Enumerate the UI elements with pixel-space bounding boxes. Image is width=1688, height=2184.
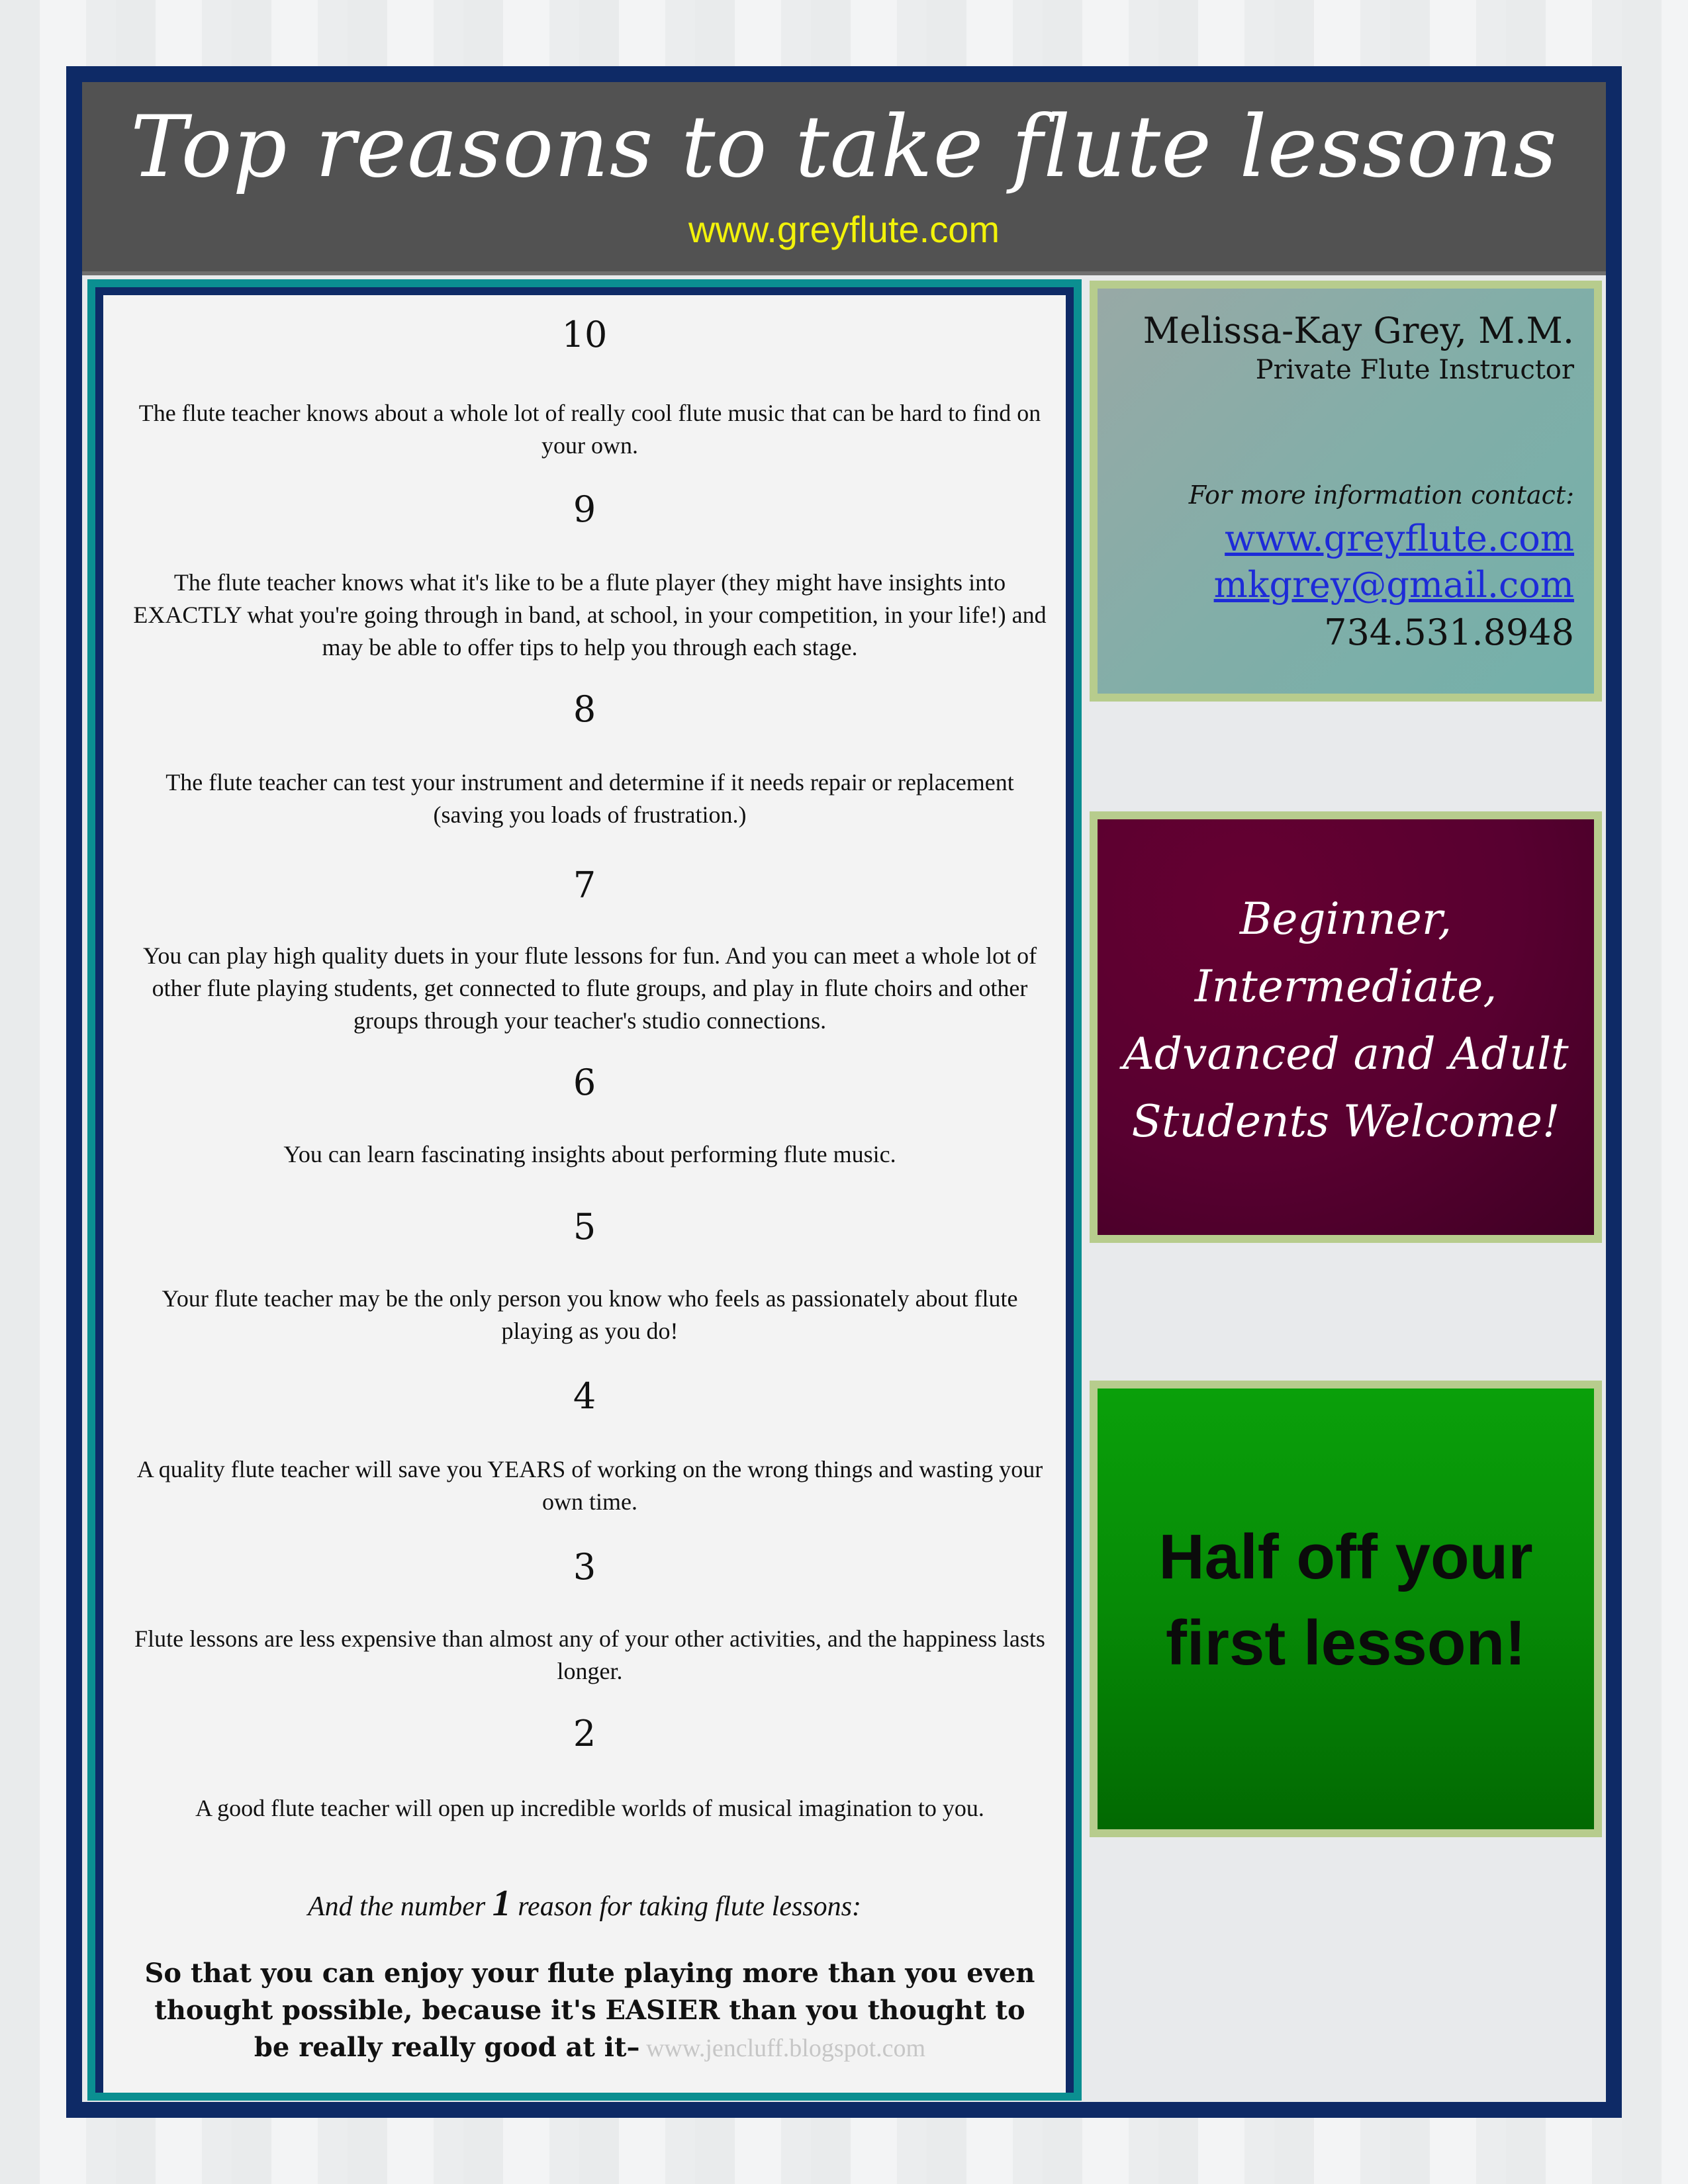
reason-number: 3	[573, 1546, 596, 1588]
reason-number: 4	[573, 1375, 596, 1417]
reason-number: 8	[573, 688, 596, 730]
email-link[interactable]: mkgrey@gmail.com	[1213, 564, 1574, 606]
reason-text: Flute lessons are less expensive than almost any of your other activities, and the happiness lasts longer.	[134, 1625, 1045, 1684]
contact-box	[1090, 281, 1602, 702]
header-banner	[82, 82, 1606, 275]
reason-text: The flute teacher knows what it's like to be a flute player (they might have insights into EXACTLY what you're going through in band, at school, in your competition, in your life!) and may be able to offer tips to help you through each stage.	[133, 569, 1047, 660]
reason-text: A good flute teacher will open up incredible worlds of musical imagination to you.	[195, 1795, 984, 1821]
reasons-list	[103, 295, 1066, 2093]
page-title: Top reasons to take flute lessons	[130, 98, 1558, 197]
offer-text: Half off your first lesson!	[1158, 1522, 1533, 1678]
reason-text: Your flute teacher may be the only person you know who feels as passionately about flute playing as you do!	[162, 1285, 1018, 1344]
website-link[interactable]: www.greyflute.com	[1225, 518, 1574, 559]
welcome-box	[1090, 811, 1602, 1243]
reason-text: The flute teacher can test your instrument and determine if it needs repair or replacement (saving you loads of frustration.)	[165, 769, 1014, 828]
reason-number: 10	[561, 314, 608, 355]
phone-number: 734.531.8948	[1324, 612, 1574, 653]
reason-number: 9	[573, 488, 596, 530]
reason-number: 2	[573, 1713, 596, 1754]
instructor-title: Private Flute Instructor	[1255, 355, 1574, 385]
final-reason-intro: And the number 1 reason for taking flute lessons:	[307, 1883, 862, 1924]
reason-number: 6	[573, 1062, 596, 1103]
instructor-name: Melissa-Kay Grey, M.M.	[1143, 310, 1574, 351]
reasons-panel	[87, 279, 1082, 2101]
contact-label: For more information contact:	[1188, 480, 1574, 510]
credit-watermark: www.jencluff.blogspot.com	[639, 2034, 926, 2062]
reason-text: You can learn fascinating insights about performing flute music.	[283, 1141, 896, 1167]
reason-number: 7	[573, 864, 596, 906]
reason-text: You can play high quality duets in your flute lessons for fun. And you can meet a whole lot of other flute playing students, get connected to flute groups, and play in flute choirs and other groups through your teacher's studio connections.	[142, 942, 1037, 1034]
final-reason-number: 1	[492, 1883, 511, 1924]
reason-text: A quality flute teacher will save you YEARS of working on the wrong things and wasting your own time.	[136, 1456, 1043, 1515]
offer-box	[1090, 1381, 1602, 1837]
final-reason-text: So that you can enjoy your flute playing more than you even thought possible, because it's EASIER than you thought to be really really good at it– www.jencluff.blogspot.com	[144, 1958, 1035, 2063]
header-website-link[interactable]: www.greyflute.com	[688, 208, 1000, 250]
reason-number: 5	[573, 1206, 596, 1248]
welcome-text: Beginner, Intermediate, Advanced and Adult Students Welcome!	[1123, 893, 1569, 1147]
reason-text: The flute teacher knows about a whole lot of really cool flute music that can be hard to find on your own.	[138, 400, 1041, 459]
